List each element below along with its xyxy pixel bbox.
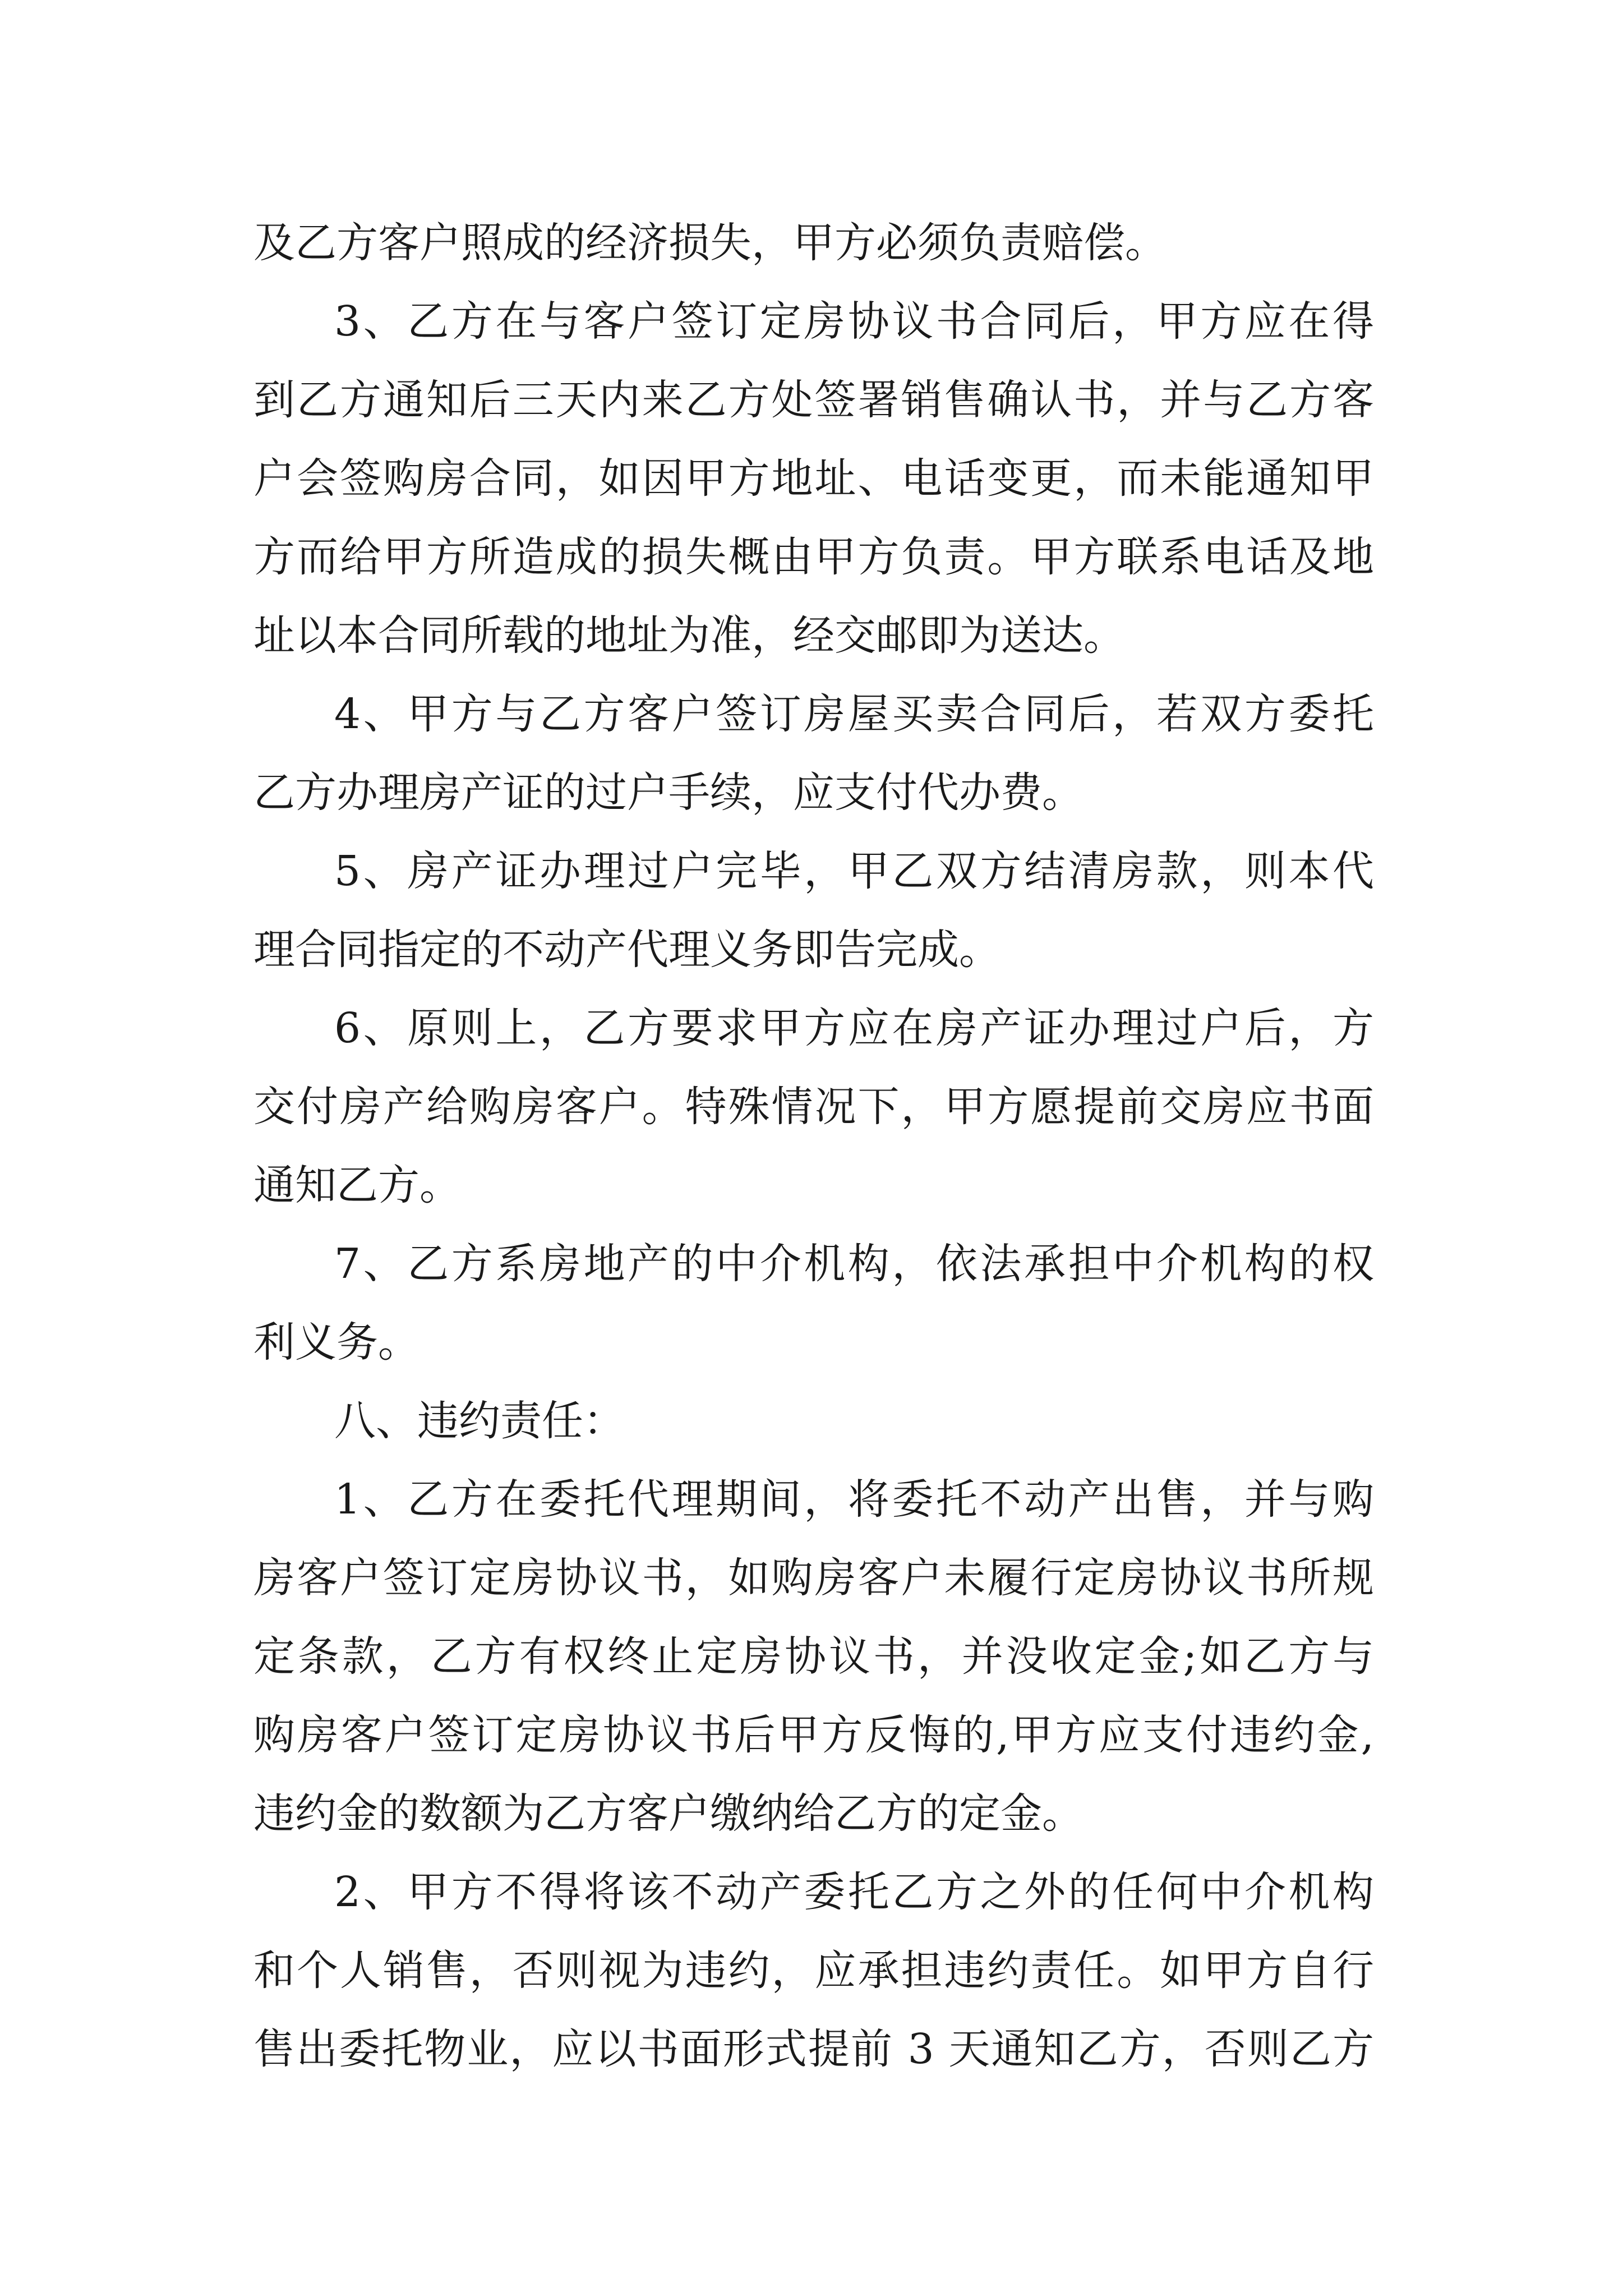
text-line-6: 址以本合同所载的地址为准，经交邮即为送达。 [253,611,1125,660]
text-line-23: 和个人销售，否则视为违约，应承担违约责任。如甲方自行 [253,1947,1374,1995]
text-line-12: 交付房产给购房客户。特殊情况下，甲方愿提前交房应书面 [253,1083,1374,1131]
text-line-13: 通知乙方。 [253,1161,461,1209]
text-line-10: 理合同指定的不动产代理义务即告完成。 [253,926,1000,974]
text-line-7: 4、甲方与乙方客户签订房屋买卖合同后，若双方委托 [334,690,1374,738]
text-line-20: 购房客户签订定房协议书后甲方反悔的,甲方应支付违约金, [253,1711,1374,1759]
text-line-18: 房客户签订定房协议书，如购房客户未履行定房协议书所规 [253,1554,1374,1602]
text-line-22: 2、甲方不得将该不动产委托乙方之外的任何中介机构 [334,1868,1374,1916]
text-line-4: 户会签购房合同，如因甲方地址、电话变更，而未能通知甲 [253,454,1374,503]
text-line-9: 5、房产证办理过户完毕，甲乙双方结清房款，则本代 [334,847,1374,895]
text-line-5: 方而给甲方所造成的损失概由甲方负责。甲方联系电话及地 [253,533,1374,581]
text-line-11: 6、原则上，乙方要求甲方应在房产证办理过户后，方 [334,1004,1374,1052]
text-line-1: 及乙方客户照成的经济损失，甲方必须负责赔偿。 [253,219,1166,267]
text-line-3: 到乙方通知后三天内来乙方处签署销售确认书，并与乙方客 [253,376,1374,424]
text-line-21: 违约金的数额为乙方客户缴纳给乙方的定金。 [253,1789,1083,1838]
section-heading: 八、违约责任： [334,1397,625,1445]
text-line-2: 3、乙方在与客户签订定房协议书合同后，甲方应在得 [334,297,1374,346]
text-line-17: 1、乙方在委托代理期间，将委托不动产出售，并与购 [334,1475,1374,1524]
text-line-8: 乙方办理房产证的过户手续，应支付代办费。 [253,769,1083,817]
text-line-19: 定条款，乙方有权终止定房协议书，并没收定金;如乙方与 [253,1632,1374,1681]
text-line-14: 7、乙方系房地产的中介机构，依法承担中介机构的权 [334,1240,1374,1288]
text-line-15: 利义务。 [253,1318,419,1366]
text-line-24: 售出委托物业，应以书面形式提前 3 天通知乙方，否则乙方 [253,2025,1374,2073]
